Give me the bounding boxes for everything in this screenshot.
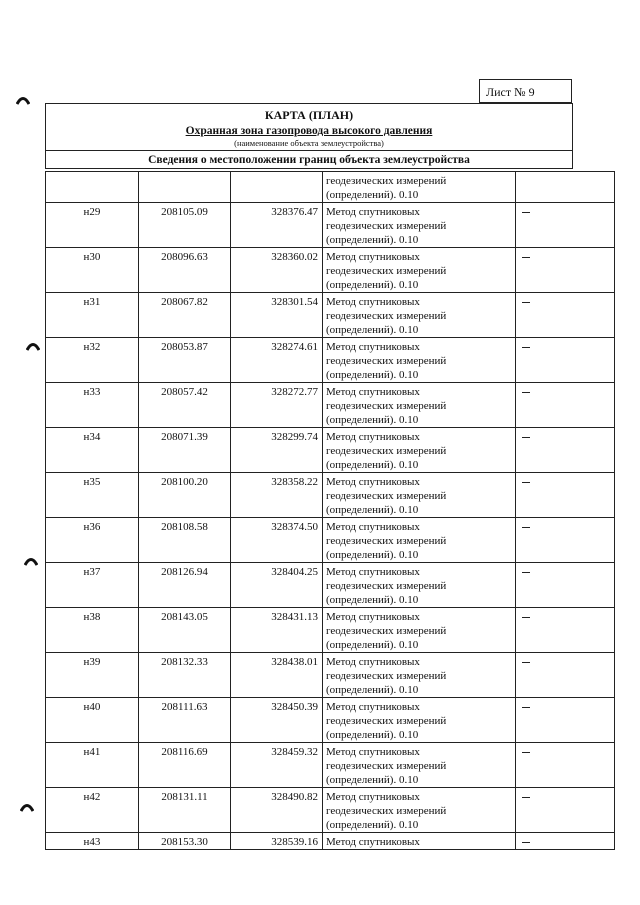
method-line: геодезических измерений xyxy=(326,580,447,592)
note-cell xyxy=(516,833,615,850)
method-line: геодезических измерений xyxy=(326,805,447,817)
method-line: геодезических измерений xyxy=(326,670,447,682)
point-cell: н40 xyxy=(46,698,139,743)
method-line: Метод спутниковых xyxy=(326,701,420,713)
dash-mark xyxy=(522,437,530,438)
y-cell: 328299.74 xyxy=(231,428,323,473)
x-cell: 208126.94 xyxy=(139,563,231,608)
note-cell xyxy=(516,698,615,743)
x-cell: 208053.87 xyxy=(139,338,231,383)
note-cell xyxy=(516,608,615,653)
note-cell xyxy=(516,338,615,383)
x-cell: 208100.20 xyxy=(139,473,231,518)
point-cell: н29 xyxy=(46,203,139,248)
y-cell: 328431.13 xyxy=(231,608,323,653)
y-cell: 328539.16 xyxy=(231,833,323,850)
dash-mark xyxy=(522,212,530,213)
x-cell: 208132.33 xyxy=(139,653,231,698)
point-cell: н43 xyxy=(46,833,139,850)
method-line: геодезических измерений xyxy=(326,355,447,367)
method-line: Метод спутниковых xyxy=(326,206,420,218)
x-cell: 208057.42 xyxy=(139,383,231,428)
method-line: Метод спутниковых xyxy=(326,296,420,308)
x-cell xyxy=(139,172,231,203)
table-row xyxy=(46,203,615,248)
binding-mark-icon xyxy=(26,341,40,351)
x-cell: 208143.05 xyxy=(139,608,231,653)
table-row xyxy=(46,833,615,850)
dash-mark xyxy=(522,302,530,303)
method-line: геодезических измерений xyxy=(326,625,447,637)
method-line: (определений). 0.10 xyxy=(326,594,419,606)
method-line: (определений). 0.10 xyxy=(326,369,419,381)
y-cell: 328360.02 xyxy=(231,248,323,293)
x-cell: 208116.69 xyxy=(139,743,231,788)
point-cell: н42 xyxy=(46,788,139,833)
table-row xyxy=(46,293,615,338)
method-line: (определений). 0.10 xyxy=(326,729,419,741)
method-cell xyxy=(323,293,516,338)
y-cell: 328374.50 xyxy=(231,518,323,563)
dash-mark xyxy=(522,392,530,393)
method-cell xyxy=(323,698,516,743)
method-cell xyxy=(323,788,516,833)
method-line: (определений). 0.10 xyxy=(326,504,419,516)
x-cell: 208105.09 xyxy=(139,203,231,248)
x-cell: 208153.30 xyxy=(139,833,231,850)
point-cell: н41 xyxy=(46,743,139,788)
point-cell: н37 xyxy=(46,563,139,608)
method-line: геодезических измерений xyxy=(326,175,447,187)
method-line: Метод спутниковых xyxy=(326,521,420,533)
table-row xyxy=(46,698,615,743)
y-cell: 328459.32 xyxy=(231,743,323,788)
dash-mark xyxy=(522,572,530,573)
method-line: Метод спутниковых xyxy=(326,386,420,398)
x-cell: 208067.82 xyxy=(139,293,231,338)
method-cell xyxy=(323,338,516,383)
note-cell xyxy=(516,172,615,203)
note-cell xyxy=(516,518,615,563)
method-line: Метод спутниковых xyxy=(326,476,420,488)
note-cell xyxy=(516,563,615,608)
binding-mark-icon xyxy=(20,802,34,812)
method-line: Метод спутниковых xyxy=(326,251,420,263)
method-cell xyxy=(323,518,516,563)
method-cell xyxy=(323,428,516,473)
method-line: Метод спутниковых xyxy=(326,656,420,668)
method-line: Метод спутниковых xyxy=(326,836,420,848)
method-cell xyxy=(323,653,516,698)
note-cell xyxy=(516,743,615,788)
method-cell xyxy=(323,563,516,608)
dash-mark xyxy=(522,662,530,663)
coordinates-table xyxy=(45,171,615,850)
method-line: Метод спутниковых xyxy=(326,431,420,443)
binding-mark-icon xyxy=(24,556,38,566)
method-line: геодезических измерений xyxy=(326,535,447,547)
method-line: Метод спутниковых xyxy=(326,746,420,758)
y-cell: 328376.47 xyxy=(231,203,323,248)
method-line: (определений). 0.10 xyxy=(326,234,419,246)
method-line: (определений). 0.10 xyxy=(326,324,419,336)
method-line: геодезических измерений xyxy=(326,715,447,727)
note-cell xyxy=(516,788,615,833)
method-cell xyxy=(323,608,516,653)
y-cell: 328438.01 xyxy=(231,653,323,698)
dash-mark xyxy=(522,752,530,753)
note-cell xyxy=(516,248,615,293)
y-cell: 328450.39 xyxy=(231,698,323,743)
y-cell: 328358.22 xyxy=(231,473,323,518)
method-line: геодезических измерений xyxy=(326,310,447,322)
dash-mark xyxy=(522,617,530,618)
object-name-caption: (наименование объекта землеустройства) xyxy=(234,138,384,148)
method-line: Метод спутниковых xyxy=(326,611,420,623)
method-cell xyxy=(323,473,516,518)
method-cell xyxy=(323,833,516,850)
note-cell xyxy=(516,293,615,338)
x-cell: 208131.11 xyxy=(139,788,231,833)
method-line: (определений). 0.10 xyxy=(326,774,419,786)
table-row-continuation xyxy=(46,172,615,203)
y-cell: 328272.77 xyxy=(231,383,323,428)
method-line: геодезических измерений xyxy=(326,400,447,412)
method-line: (определений). 0.10 xyxy=(326,279,419,291)
method-line: (определений). 0.10 xyxy=(326,459,419,471)
binding-mark-icon xyxy=(16,95,30,105)
dash-mark xyxy=(522,257,530,258)
point-cell xyxy=(46,172,139,203)
table-row xyxy=(46,248,615,293)
point-cell: н38 xyxy=(46,608,139,653)
method-line: (определений). 0.10 xyxy=(326,684,419,696)
method-line: (определений). 0.10 xyxy=(326,414,419,426)
x-cell: 208108.58 xyxy=(139,518,231,563)
point-cell: н31 xyxy=(46,293,139,338)
method-cell xyxy=(323,172,516,203)
dash-mark xyxy=(522,842,530,843)
method-line: (определений). 0.10 xyxy=(326,549,419,561)
document-header xyxy=(45,103,573,169)
method-line: (определений). 0.10 xyxy=(326,639,419,651)
point-cell: н35 xyxy=(46,473,139,518)
y-cell: 328274.61 xyxy=(231,338,323,383)
note-cell xyxy=(516,653,615,698)
table-row xyxy=(46,788,615,833)
y-cell: 328404.25 xyxy=(231,563,323,608)
x-cell: 208071.39 xyxy=(139,428,231,473)
note-cell xyxy=(516,428,615,473)
method-line: Метод спутниковых xyxy=(326,341,420,353)
point-cell: н34 xyxy=(46,428,139,473)
x-cell: 208111.63 xyxy=(139,698,231,743)
method-line: геодезических измерений xyxy=(326,220,447,232)
point-cell: н32 xyxy=(46,338,139,383)
method-line: (определений). 0.10 xyxy=(326,819,419,831)
sheet-number: Лист № 9 xyxy=(479,79,572,103)
method-cell xyxy=(323,248,516,293)
method-line: геодезических измерений xyxy=(326,445,447,457)
table-row xyxy=(46,338,615,383)
method-line: геодезических измерений xyxy=(326,265,447,277)
table-row xyxy=(46,473,615,518)
method-line: (определений). 0.10 xyxy=(326,189,419,201)
y-cell xyxy=(231,172,323,203)
method-cell xyxy=(323,203,516,248)
table-row xyxy=(46,563,615,608)
note-cell xyxy=(516,473,615,518)
dash-mark xyxy=(522,347,530,348)
table-row xyxy=(46,518,615,563)
point-cell: н30 xyxy=(46,248,139,293)
method-cell xyxy=(323,383,516,428)
method-line: геодезических измерений xyxy=(326,490,447,502)
dash-mark xyxy=(522,527,530,528)
header-block xyxy=(46,104,573,151)
dash-mark xyxy=(522,797,530,798)
table-row xyxy=(46,743,615,788)
dash-mark xyxy=(522,707,530,708)
section-title: Сведения о местоположении границ объекта землеустройства xyxy=(46,151,573,169)
note-cell xyxy=(516,203,615,248)
y-cell: 328301.54 xyxy=(231,293,323,338)
note-cell xyxy=(516,383,615,428)
y-cell: 328490.82 xyxy=(231,788,323,833)
document-title: КАРТА (ПЛАН) xyxy=(264,108,354,122)
method-line: Метод спутниковых xyxy=(326,791,420,803)
table-row xyxy=(46,653,615,698)
table-row xyxy=(46,428,615,473)
point-cell: н33 xyxy=(46,383,139,428)
point-cell: н36 xyxy=(46,518,139,563)
x-cell: 208096.63 xyxy=(139,248,231,293)
object-name: Охранная зона газопровода высокого давления xyxy=(185,125,433,137)
method-line: геодезических измерений xyxy=(326,760,447,772)
table-row xyxy=(46,383,615,428)
point-cell: н39 xyxy=(46,653,139,698)
method-line: Метод спутниковых xyxy=(326,566,420,578)
method-cell xyxy=(323,743,516,788)
dash-mark xyxy=(522,482,530,483)
table-row xyxy=(46,608,615,653)
